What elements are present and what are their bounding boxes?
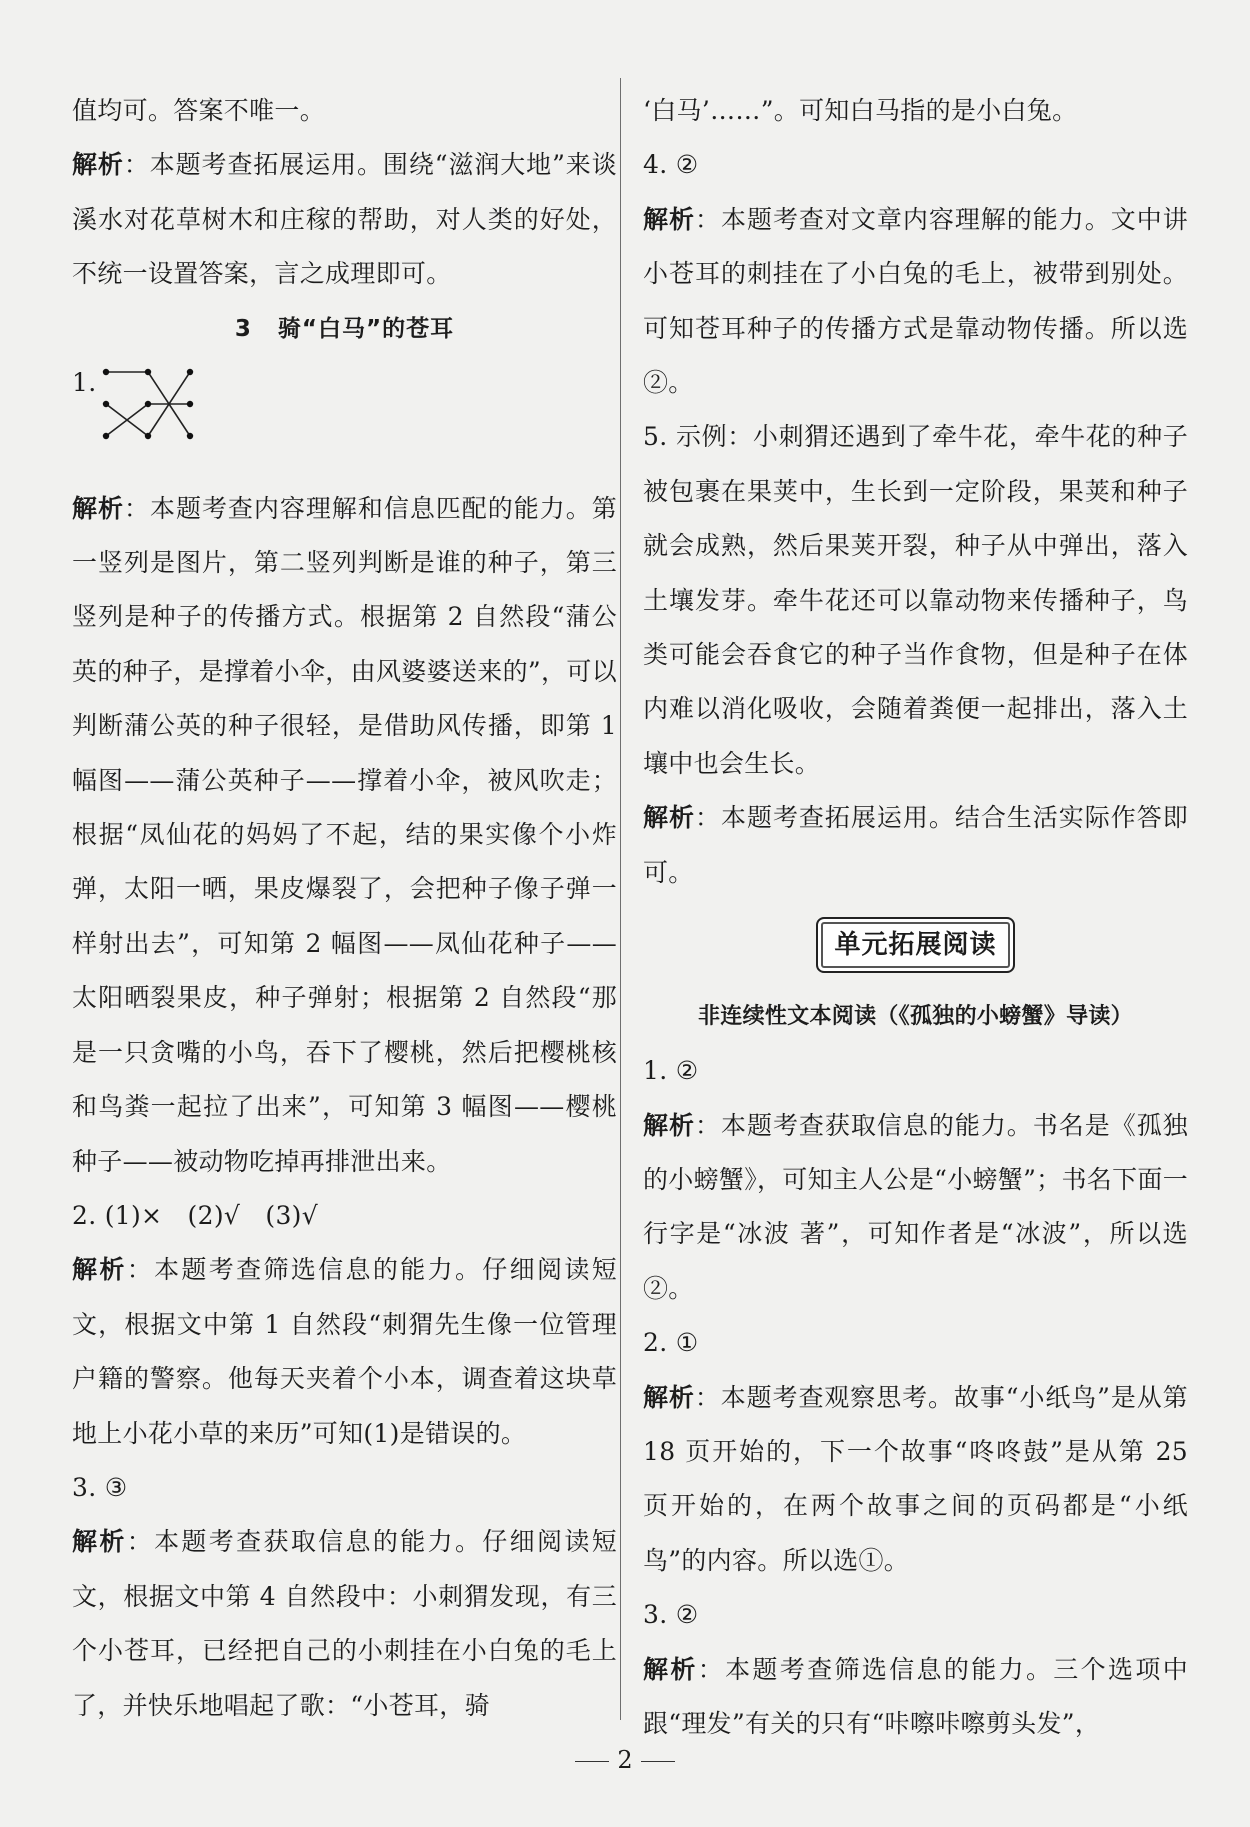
explanation-label: 解析	[72, 493, 124, 523]
explanation-text: ：本题考查筛选信息的能力。三个选项中跟“理发”有关的只有“咔嚓咔嚓剪头发”，	[643, 1654, 1189, 1738]
explanation-label: 解析	[643, 204, 695, 234]
answer-explanation	[72, 1515, 617, 1733]
answer-explanation	[643, 1643, 1188, 1752]
answer-explanation	[643, 1099, 1188, 1317]
explanation-label: 解析	[72, 1527, 127, 1557]
text-line: ‘白马’……”。可知白马指的是小白兔。	[643, 96, 1078, 125]
match-dot	[145, 400, 151, 406]
answer-explanation	[72, 138, 617, 301]
page-number: 2	[617, 1746, 633, 1774]
match-dot	[187, 432, 193, 438]
explanation-text: ：本题考查内容理解和信息匹配的能力。第一竖列是图片，第二竖列判断是谁的种子，第三竖列是种子的传播方式。根据第 2 自然段“蒲公英的种子，是撑着小伞，由风婆婆送来的”，可以判断蒲公英的种子很轻，是借助风传播，即第 1 幅图——蒲公英种子——撑着小伞，被风吹走；根据“凤仙花的妈妈了不起，结的果实像个小炸弹，太阳一晒，果皮爆裂了，会把种子像子弹一样射出去”，可知第 2 幅图——凤仙花种子——太阳晒裂果皮，种子弹射；根据第 2 自然段“那是一只贪嘴的小鸟，吞下了樱桃，然后把樱桃核和鸟粪一起拉了出来”，可知第 3 幅图——樱桃种子——被动物吃掉再排泄出来。	[72, 493, 618, 1176]
explanation-text: ：本题考查拓展运用。围绕“滋润大地”来谈溪水对花草树木和庄稼的帮助，对人类的好处，不统一设置答案，言之成理即可。	[72, 150, 617, 289]
match-dot	[103, 432, 109, 438]
question-number: 1.	[72, 367, 97, 397]
explanation-label: 解析	[72, 1255, 127, 1285]
section-name: 骑“白马”的苍耳	[277, 315, 455, 342]
explanation-text: ：本题考查观察思考。故事“小纸鸟”是从第 18 页开始的，下一个故事“咚咚鼓”是从第 25 页开始的，在两个故事之间的页码都是“小纸鸟”的内容。所以选①。	[643, 1382, 1188, 1575]
unit-reading-badge: 单元拓展阅读	[816, 917, 1014, 973]
explanation-label: 解析	[643, 1654, 698, 1684]
answer-explanation	[643, 1371, 1188, 1589]
answer-line: 1. ②	[643, 1056, 699, 1086]
explanation-label: 解析	[643, 1110, 695, 1140]
match-dot	[145, 368, 151, 374]
footer-dash-left	[575, 1761, 609, 1762]
answer-line: 2. (1)× (2)√ (3)√	[72, 1200, 318, 1230]
answer-explanation	[643, 791, 1188, 900]
explanation-label: 解析	[643, 803, 695, 833]
answer-line: 3. ②	[643, 1600, 699, 1630]
answer-explanation	[72, 482, 617, 1189]
right-column	[643, 84, 1188, 1751]
page-footer	[0, 1740, 1250, 1780]
text-line: 值均可。答案不唯一。	[72, 96, 326, 125]
explanation-text: ：本题考查获取信息的能力。仔细阅读短文，根据文中第 4 自然段中：小刺猬发现，有三个小苍耳，已经把自己的小刺挂在小白兔的毛上了，并快乐地唱起了歌：“小苍耳，骑	[72, 1527, 618, 1720]
section-title	[72, 302, 617, 356]
answer-line: 2. ①	[643, 1328, 699, 1358]
answer-line: 5. 示例：小刺猬还遇到了牵牛花，牵牛花的种子被包裹在果荚中，生长到一定阶段，果荚和种子就会成熟，然后果荚开裂，种子从中弹出，落入土壤发芽。牵牛花还可以靠动物来传播种子，鸟类可能会吞食它的种子当作食物，但是种子在体内难以消化吸收，会随着粪便一起排出，落入土壤中也会生长。	[643, 422, 1188, 778]
match-dot	[103, 400, 109, 406]
answer-explanation	[72, 1243, 617, 1461]
explanation-label: 解析	[643, 1382, 695, 1412]
explanation-text: ：本题考查获取信息的能力。书名是《孤独的小螃蟹》，可知主人公是“小螃蟹”；书名下面一行字是“冰波 著”，可知作者是“冰波”，所以选②。	[643, 1110, 1189, 1303]
unit-reading-header	[643, 900, 1188, 990]
explanation-label: 解析	[72, 150, 124, 180]
section-number: 3	[234, 315, 252, 342]
explanation-text: ：本题考查对文章内容理解的能力。文中讲小苍耳的刺挂在了小白兔的毛上，被带到别处。可知苍耳种子的传播方式是靠动物传播。所以选②。	[643, 204, 1189, 398]
match-dot	[187, 400, 193, 406]
column-divider	[620, 78, 621, 1720]
explanation-text: ：本题考查拓展运用。结合生活实际作答即可。	[643, 803, 1189, 887]
subsection-title: 非连续性文本阅读（《孤独的小螃蟹》导读）	[697, 1004, 1133, 1030]
left-column	[72, 84, 617, 1733]
matching-lines-diagram	[100, 366, 200, 446]
match-dot	[145, 432, 151, 438]
answer-line: 3. ③	[72, 1472, 128, 1502]
match-dot	[187, 368, 193, 374]
footer-dash-right	[641, 1761, 675, 1762]
match-dot	[103, 368, 109, 374]
answer-explanation	[643, 193, 1188, 411]
explanation-text: ：本题考查筛选信息的能力。仔细阅读短文，根据文中第 1 自然段“刺猬先生像一位管理户籍的警察。他每天夹着个小本，调查着这块草地上小花小草的来历”可知(1)是错误的。	[72, 1255, 618, 1448]
answer-line: 4. ②	[643, 150, 699, 180]
question-1-diagram	[72, 356, 617, 482]
